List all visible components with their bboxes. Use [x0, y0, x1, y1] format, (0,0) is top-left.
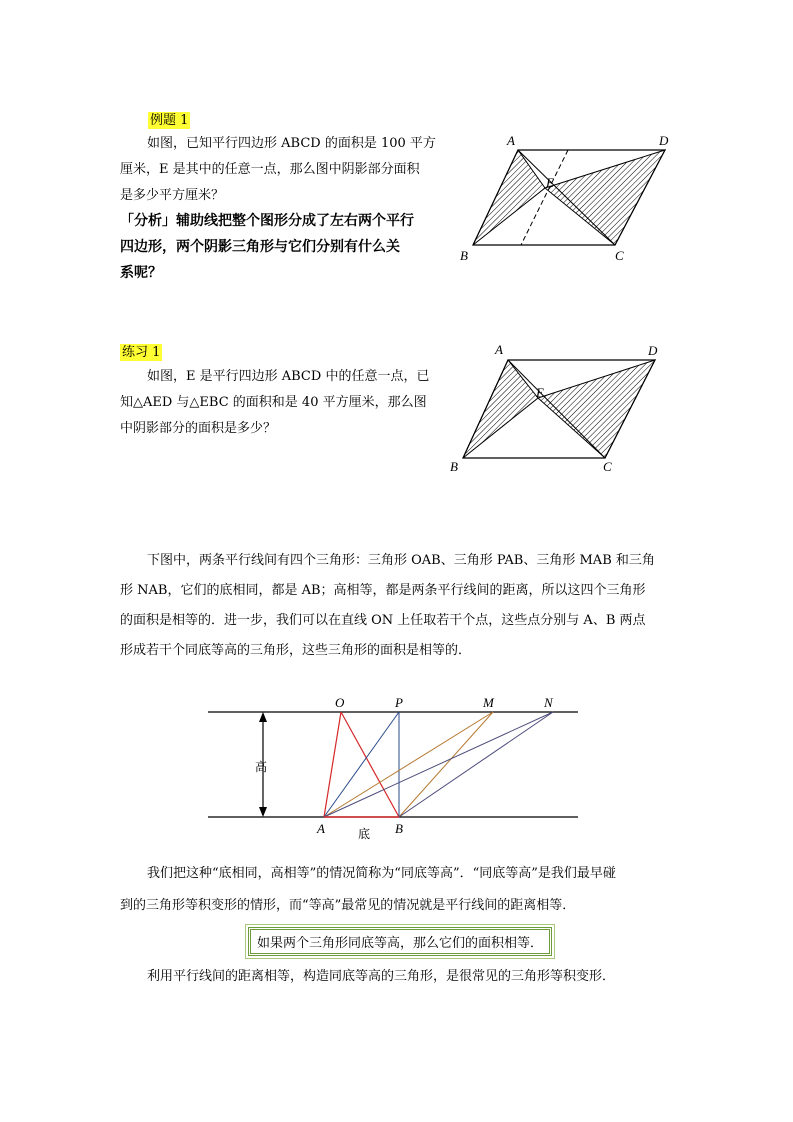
example-figure [455, 130, 680, 265]
example-analysis-line: 四边形，两个阴影三角形与它们分别有什么关 [120, 239, 400, 255]
label-b: B [460, 248, 468, 263]
height-arrow-bottom [259, 807, 267, 817]
label-e: E [546, 175, 554, 190]
summary-line: 我们把这种“底相同，高相等”的情况简称为“同底等高”．“同底等高”是我们最早碰 [147, 866, 616, 881]
label-d: D [659, 133, 669, 148]
intro-line: 形 NAB，它们的底相同，都是 AB；高相等，都是两条平行线间的距离，所以这四个三角形 [120, 583, 646, 598]
parallel-lines-diagram [200, 690, 590, 840]
label-m: M [483, 695, 494, 710]
practice-figure [445, 338, 680, 473]
shaded-triangle-left [463, 360, 538, 458]
key-statement: 如果两个三角形同底等高，那么它们的面积相等． [257, 936, 544, 951]
height-label: 高 [255, 760, 268, 774]
closing-line: 利用平行线间的距离相等，构造同底等高的三角形，是很常见的三角形等积变形． [147, 969, 616, 984]
example-tag [148, 109, 190, 128]
example-tag-label: 例题 1 [150, 113, 189, 128]
intro-line: 形成若干个同底等高的三角形，这些三角形的面积是相等的． [120, 643, 472, 658]
label-a: A [507, 133, 515, 148]
summary-paragraph [120, 858, 680, 922]
label-a: A [495, 342, 503, 357]
example-problem-line: 如图，已知平行四边形 ABCD 的面积是 100 平方 [147, 136, 436, 151]
label-a: A [317, 821, 325, 836]
label-c: C [603, 459, 612, 473]
label-e: E [536, 385, 544, 400]
example-analysis-line: 系呢？ [120, 265, 162, 281]
example-analysis-line: 「分析」辅助线把整个图形分成了左右两个平行 [120, 213, 414, 229]
label-n: N [544, 695, 553, 710]
label-b: B [450, 459, 458, 473]
practice-problem-line: 如图，E 是平行四边形 ABCD 中的任意一点，已 [147, 369, 430, 384]
base-label: 底 [358, 827, 371, 840]
label-d: D [648, 343, 658, 358]
triangle-pab [324, 712, 399, 817]
example-problem-line: 是多少平方厘米？ [120, 188, 225, 203]
shaded-triangle-left [473, 150, 545, 245]
intro-line: 的面积是相等的．进一步，我们可以在直线 ON 上任取若干个点，这些点分别与 A、B 两点 [120, 613, 646, 628]
label-c: C [615, 248, 624, 263]
label-o: O [335, 695, 345, 710]
height-arrow-top [259, 712, 267, 722]
label-b: B [395, 821, 403, 836]
practice-problem-line: 中阴影部分的面积是多少？ [120, 421, 277, 436]
practice-problem-line: 知△AED 与△EBC 的面积和是 40 平方厘米，那么图 [120, 395, 427, 410]
label-p: P [395, 695, 403, 710]
example-problem-line: 厘米，E 是其中的任意一点，那么图中阴影部分面积 [120, 162, 420, 177]
practice-tag [120, 341, 162, 360]
practice-tag-label: 练习 1 [122, 345, 161, 360]
intro-line: 下图中，两条平行线间有四个三角形：三角形 OAB、三角形 PAB、三角形 MAB 和三角 [147, 553, 655, 568]
shaded-triangle-right [545, 150, 665, 245]
intro-paragraph [120, 546, 680, 666]
example-problem [120, 131, 460, 209]
practice-problem [120, 364, 460, 442]
summary-line: 到的三角形等积变形的情形，而“等高”最常见的情况就是平行线间的距离相等． [120, 898, 576, 913]
key-statement-box [248, 927, 552, 956]
triangle-nab [324, 712, 553, 817]
shaded-triangle-right [538, 360, 655, 458]
example-analysis [120, 208, 460, 286]
